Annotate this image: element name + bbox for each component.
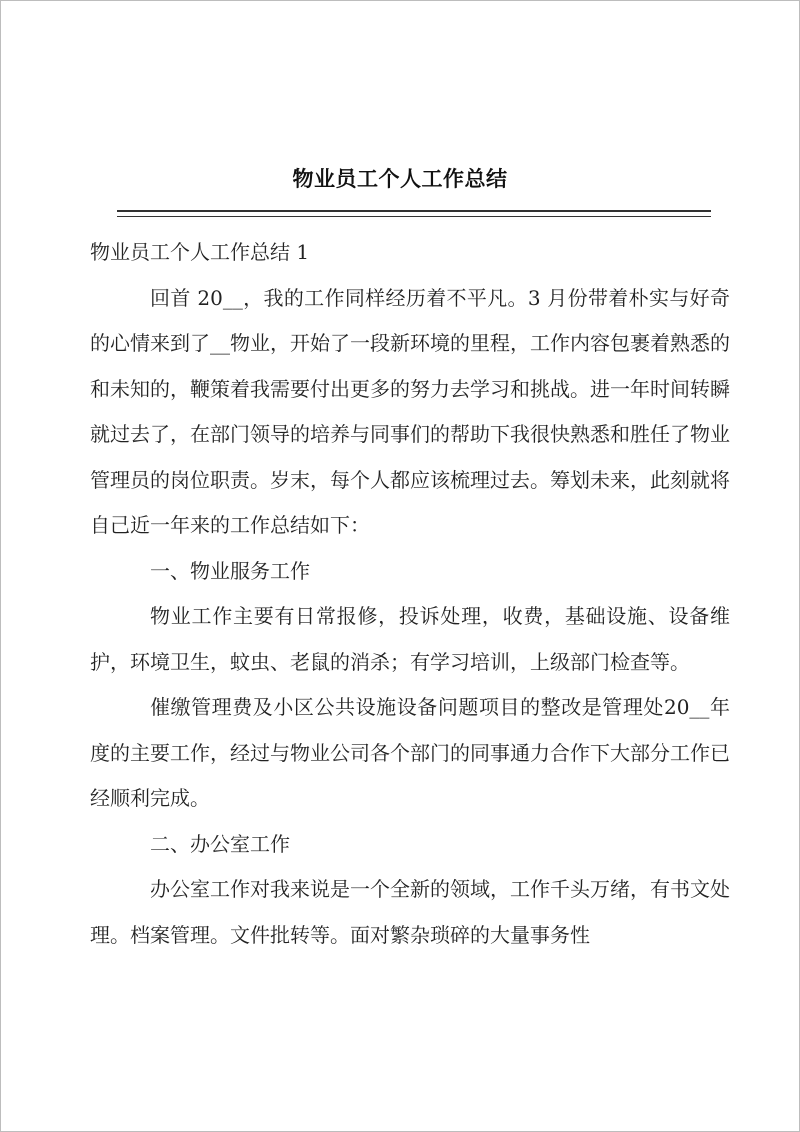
section-heading: 物业员工个人工作总结 1 [90, 240, 310, 264]
section-heading-property-service: 一、物业服务工作 [150, 558, 310, 583]
document-body [90, 230, 730, 958]
paragraph-property-service: 物业工作主要有日常报修，投诉处理，收费，基础设施、设备维护，环境卫生，蚊虫、老鼠的消杀；有学习培训，上级部门检查等。 [90, 604, 730, 674]
paragraph-intro: 回首 20__，我的工作同样经历着不平凡。3 月份带着朴实与好奇的心情来到了__物业，开始了一段新环境的里程，工作内容包裹着熟悉的和未知的，鞭策着我需要付出更多的努力去学习和挑战。进一年时间转瞬就过去了，在部门领导的培养与同事们的帮助下我很快熟悉和胜任了物业管理员的岗位职责。岁末，每个人都应该梳理过去。筹划未来，此刻就将自己近一年来的工作总结如下： [90, 285, 730, 537]
document-title: 物业员工个人工作总结 [292, 166, 508, 191]
section-heading-office-work: 二、办公室工作 [150, 831, 290, 856]
paragraph-office-work: 办公室工作对我来说是一个全新的领域，工作千头万绪，有书文处理。档案管理。文件批转等。面对繁杂琐碎的大量事务性 [90, 877, 730, 947]
title-divider [117, 210, 711, 217]
paragraph-fee-collection: 催缴管理费及小区公共设施设备问题项目的整改是管理处20__年度的主要工作，经过与物业公司各个部门的同事通力合作下大部分工作已经顺利完成。 [90, 695, 730, 810]
